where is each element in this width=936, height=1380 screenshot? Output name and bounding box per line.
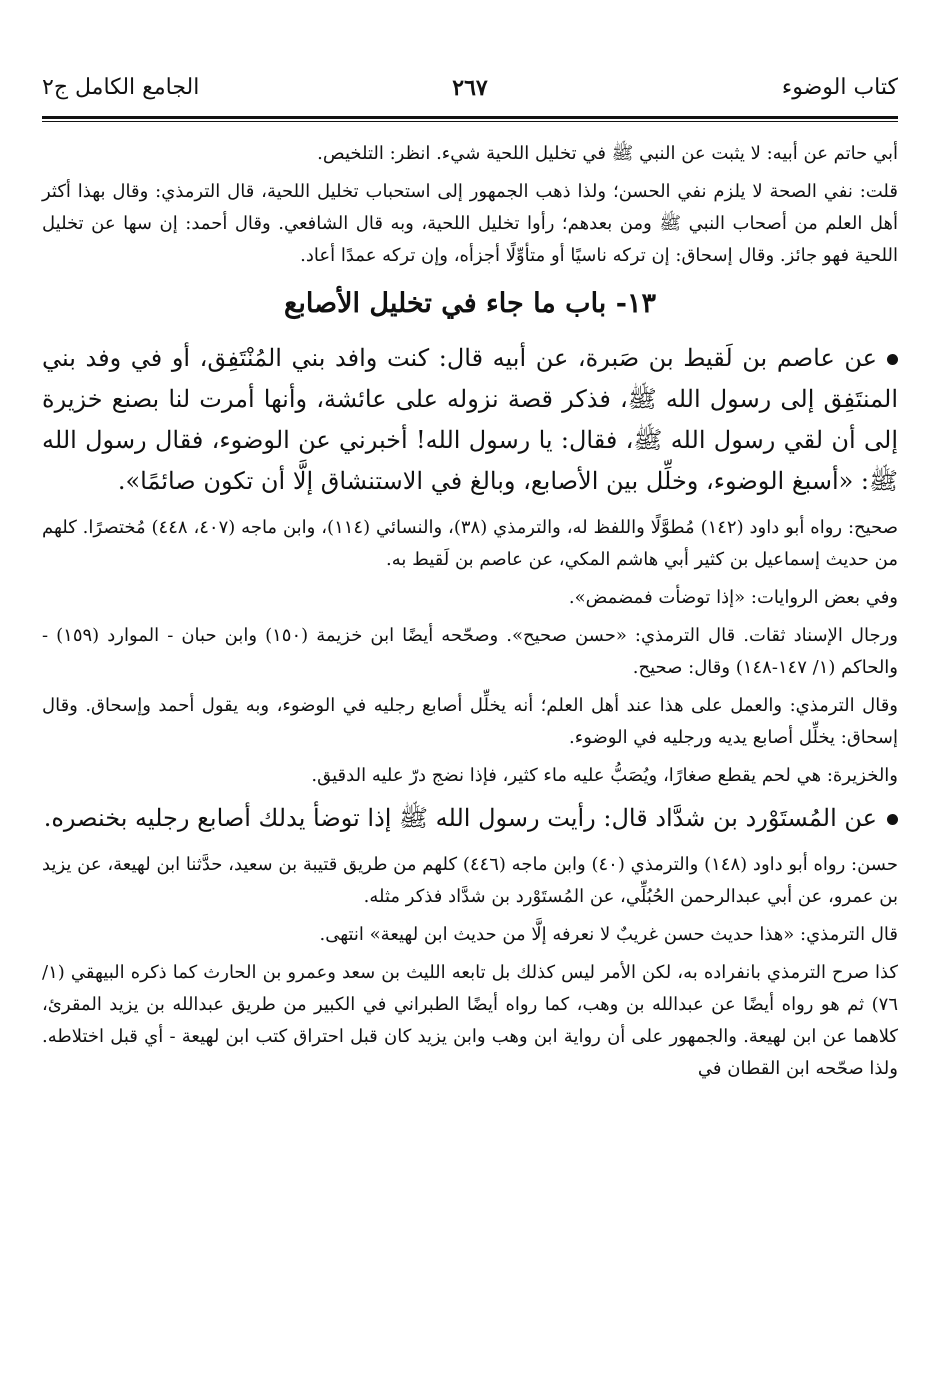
header-book-chapter: كتاب الوضوء xyxy=(781,75,898,100)
commentary-paragraph: والخزيرة: هي لحم يقطع صغارًا، ويُصَبُّ عليه ماء كثير، فإذا نضج درّ عليه الدقيق. xyxy=(311,765,898,786)
commentary-paragraph: وفي بعض الروايات: «إذا توضأت فمضمض». xyxy=(568,587,898,608)
commentary-paragraph: قال الترمذي: «هذا حديث حسن غريبٌ لا نعرفه إلَّا من حديث ابن لهيعة» انتهى. xyxy=(319,924,898,945)
page-header xyxy=(42,64,898,112)
header-book-volume: الجامع الكامل ج٢ xyxy=(42,75,200,100)
header-rule-thick xyxy=(42,116,898,119)
hadith-text-body: عن عاصم بن لَقيط بن صَبرة، عن أبيه قال: كنت وافد بني المُنْتَفِق، أو في وفد بني المنتَفِق إلى رسول الله ﷺ، فذكر قصة نزوله على عائشة، وأنها أمرت لنا بصنع خزيرة إلى أن لقي رسول الله ﷺ، فقال: يا رسول الله! أخبرني عن الوضوء، فقال رسول الله ﷺ: «أسبغ الوضوء، وخلِّل بين الأصابع، وبالغ في الاستنشاق إلَّا أن تكون صائمًا». xyxy=(42,344,898,495)
bullet-icon xyxy=(887,354,898,365)
header-rule-thin xyxy=(42,121,898,122)
commentary-paragraph: أبي حاتم عن أبيه: لا يثبت عن النبي ﷺ في تخليل اللحية شيء. انظر: التلخيص. xyxy=(317,143,898,164)
commentary-paragraph: حسن: رواه أبو داود (١٤٨) والترمذي (٤٠) وابن ماجه (٤٤٦) كلهم من طريق قتيبة بن سعيد، حدَّثنا ابن لهيعة، عن يزيد بن عمرو، عن أبي عبدالرحمن الحُبُلِّي، عن المُستَوْرد بن شدَّاد فذكر مثله. xyxy=(42,854,898,907)
commentary-paragraph: صحيح: رواه أبو داود (١٤٢) مُطوَّلًا واللفظ له، والترمذي (٣٨)، والنسائي (١١٤)، وابن ماجه (٤٠٧، ٤٤٨) مُختصرًا. كلهم من حديث إسماعيل بن كثير أبي هاشم المكي، عن عاصم بن لَقيط به. xyxy=(42,517,899,570)
bullet-icon xyxy=(887,814,898,825)
commentary-paragraph: قلت: نفي الصحة لا يلزم نفي الحسن؛ ولذا ذهب الجمهور إلى استحباب تخليل اللحية، قال الترمذي: وقال بهذا أكثر أهل العلم من أصحاب النبي ﷺ ومن بعدهم؛ رأوا تخليل اللحية، وبه قال الشافعي. وقال أحمد: إن سها عن تخليل اللحية فهو جائز. وقال إسحاق: إن تركه ناسيًا أو متأوِّلًا أجزأه، وإن تركه عمدًا أعاد. xyxy=(42,181,898,266)
commentary-paragraph: وقال الترمذي: والعمل على هذا عند أهل العلم؛ أنه يخلِّل أصابع رجليه في الوضوء، وبه يقول أحمد وإسحاق. وقال إسحاق: يخلِّل أصابع يديه ورجليه في الوضوء. xyxy=(42,695,898,748)
page-body xyxy=(42,138,898,1091)
hadith-text-body: عن المُستَوْرد بن شدَّاد قال: رأيت رسول الله ﷺ إذا توضأ يدلك أصابع رجليه بخنصره. xyxy=(43,804,877,832)
header-page-number: ٢٦٧ xyxy=(452,75,488,101)
book-page xyxy=(42,0,898,1380)
hadith-text xyxy=(42,798,898,839)
hadith-text xyxy=(42,338,898,502)
chapter-title: ١٣- باب ما جاء في تخليل الأصابع xyxy=(284,288,656,319)
commentary-paragraph: كذا صرح الترمذي بانفراده به، لكن الأمر ليس كذلك بل تابعه الليث بن سعد وعمرو بن الحارث كما ذكره البيهقي (١/ ٧٦) ثم هو رواه أيضًا عن عبدالله بن وهب، كما رواه أيضًا الطبراني في الكبير من طريق عبدالله بن يزيد المقرئ، كلاهما عن ابن لهيعة. والجمهور على أن رواية ابن وهب وابن يزيد كان قبل احتراق كتب ابن لهيعة - أي قبل اختلاطه. ولذا صحّحه ابن القطان في xyxy=(42,962,898,1079)
commentary-paragraph: ورجال الإسناد ثقات. قال الترمذي: «حسن صحيح». وصحّحه أيضًا ابن خزيمة (١٥٠) وابن حبان - الموارد (١٥٩) - والحاكم (١/ ١٤٧-١٤٨) وقال: صحيح. xyxy=(42,625,898,678)
